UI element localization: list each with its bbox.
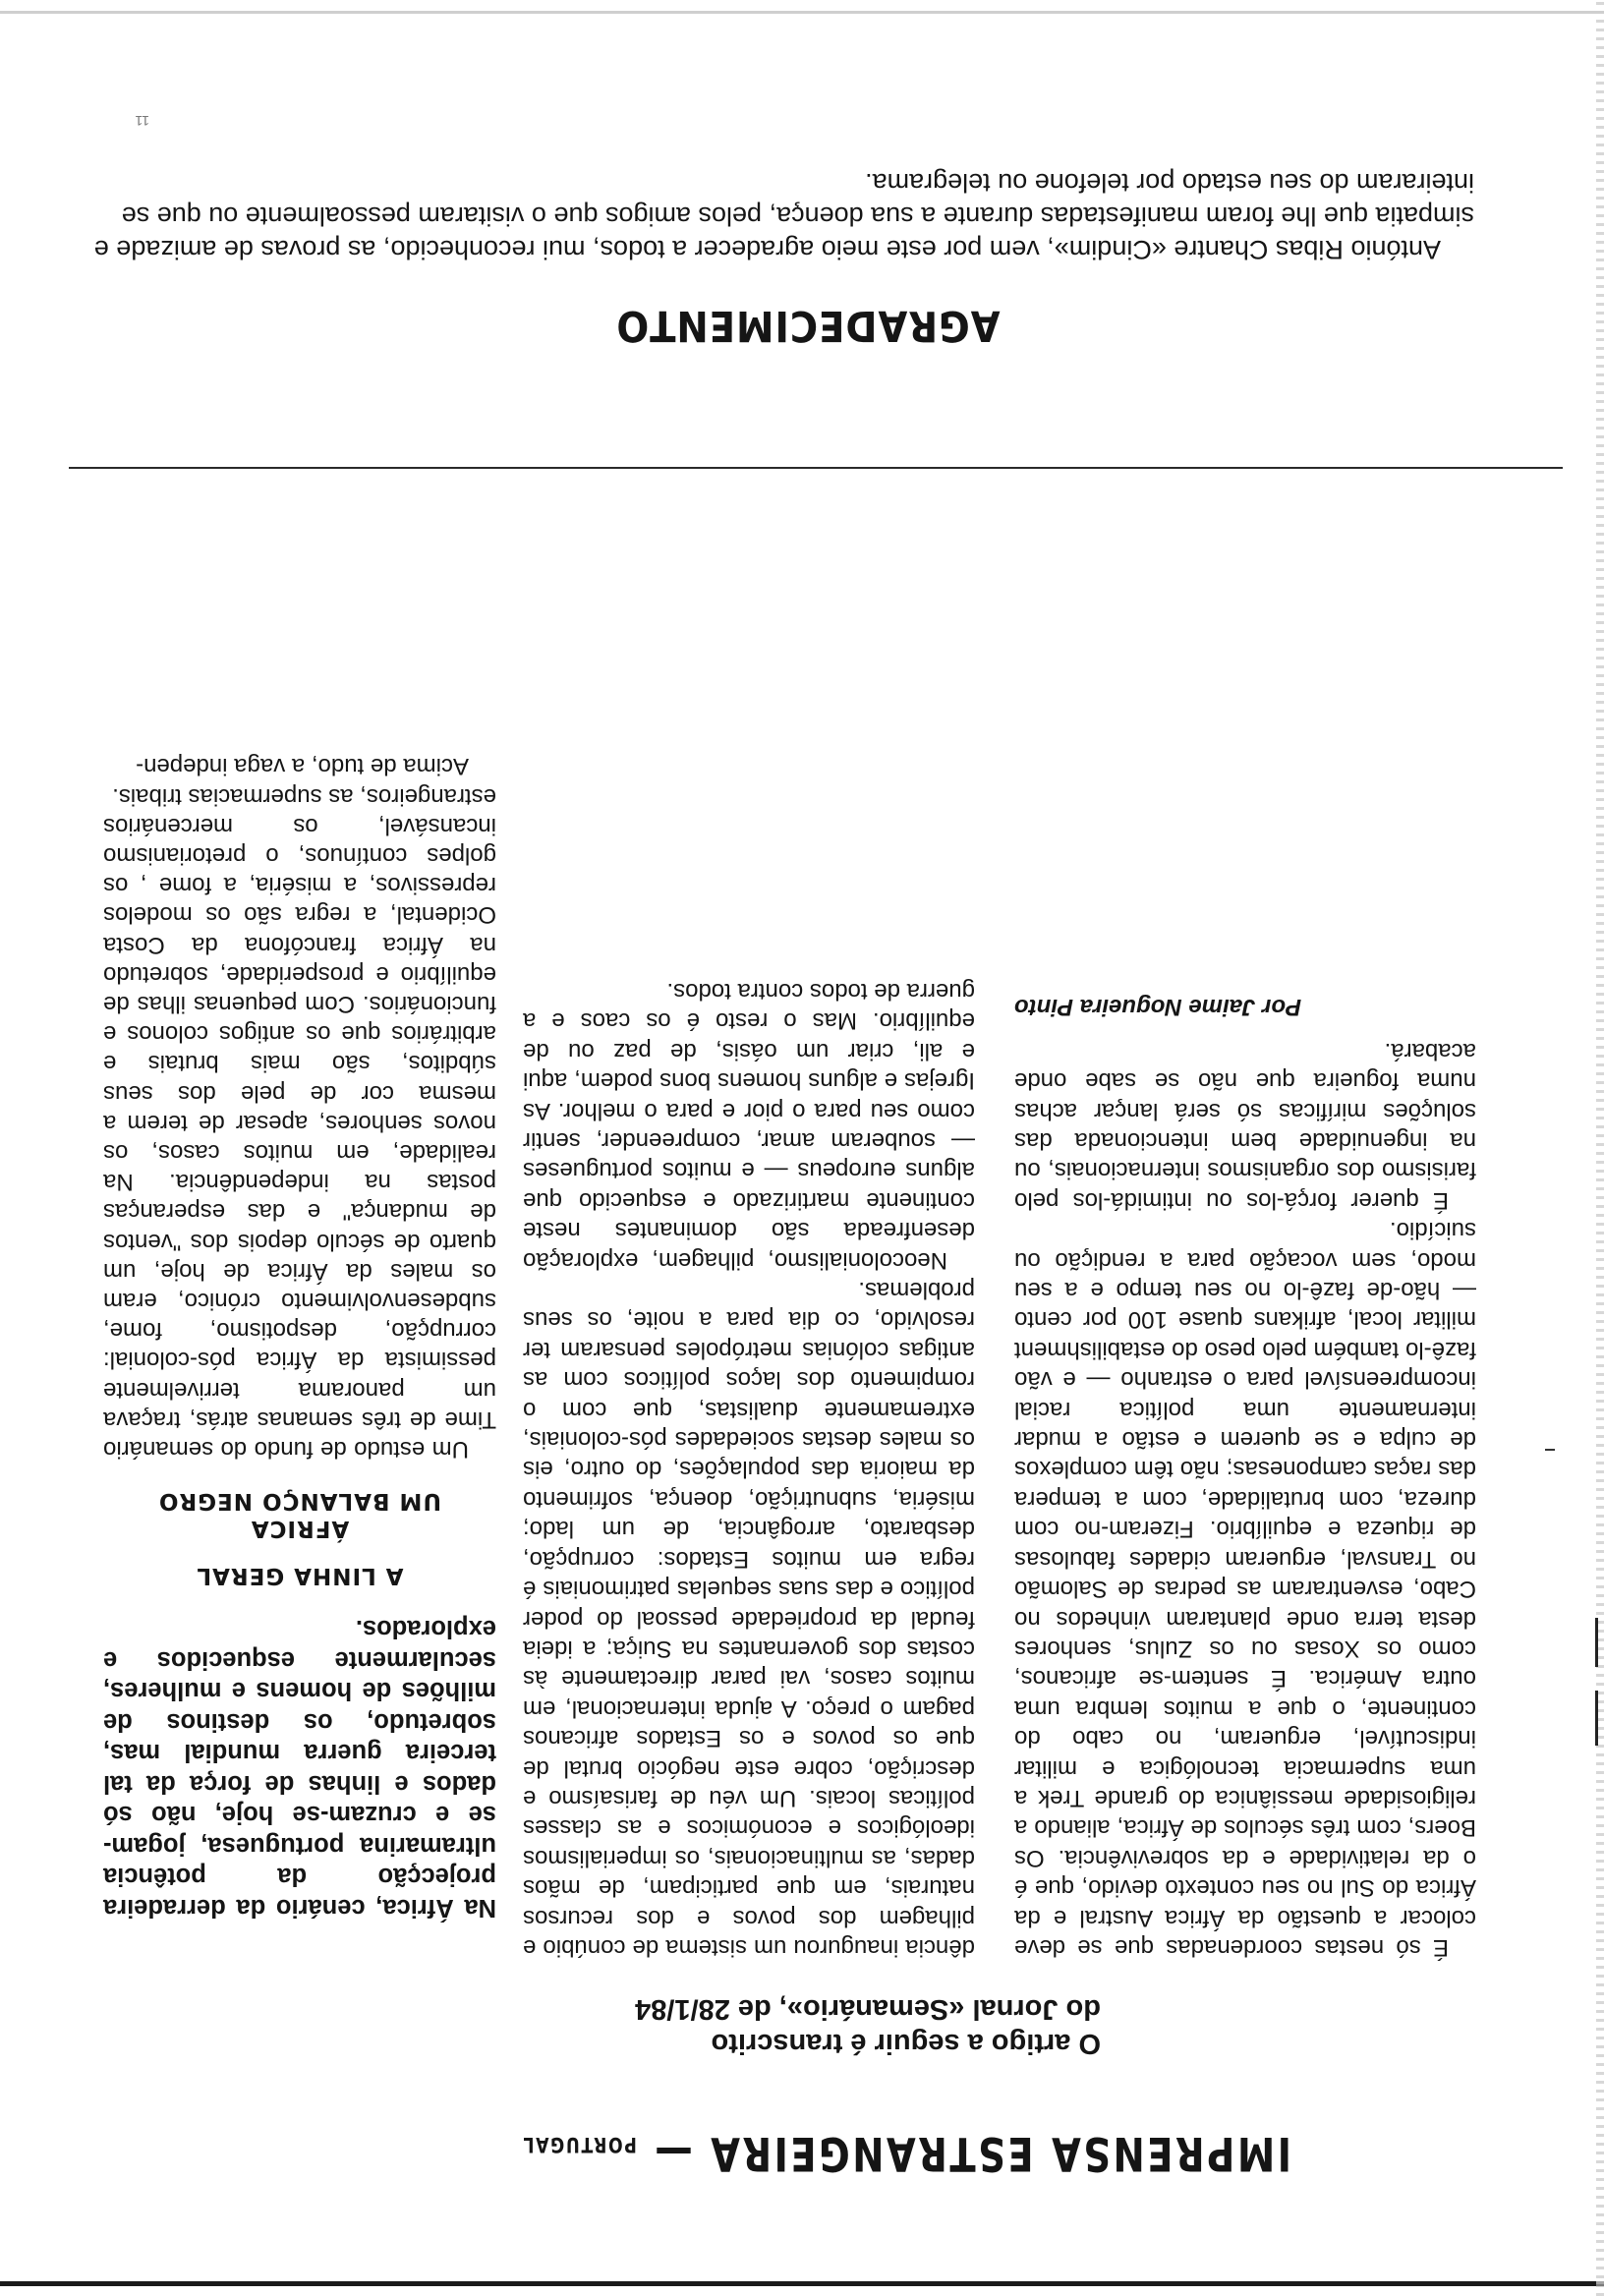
notice-title: AGRADECIMENTO xyxy=(615,301,1001,350)
margin-dash xyxy=(1545,1449,1555,1451)
article-column-1 xyxy=(103,751,496,1923)
article-column-2 xyxy=(523,976,975,1962)
article-byline: Por Jaime Nogueira Pinto xyxy=(1014,994,1302,1021)
article-section-heading xyxy=(103,1487,496,1589)
article-column-3 xyxy=(1014,992,1476,1962)
notice-body xyxy=(88,166,1474,266)
section-country: PORTUGAL xyxy=(521,2133,637,2156)
scan-edge-left xyxy=(1596,0,1604,2296)
notice-text: António Ribas Chantre «Cindim», vem por este meio agradecer a todos, mui reconhecido, as provas de amizade e simpatia que lhe foram manifestadas durante a sua doença, pelos amigos que o visitaram pessoalmente ou que se inteiraram do seu estado por telefone ou telegrama. xyxy=(93,168,1474,264)
article-paragraph: Acima de tudo, a vaga indepen- xyxy=(136,753,469,780)
article-paragraph: Um estudo de fundo do semanário Time de três semanas atrás, traçava um panorama terrivelmente pessimista da África pós-colonial: corrupção, despotismo, fome, subdesenvolvimento crónico, eram os males da África de hoje, um quarto de século depois dos "ventos de mudança" e das esperanças postas na independência. Na realidade, em muitos casos, os novos senhores, apesar de terem a mesma cor de pele dos seus súbditos, são mais brutais e arbitrários que os antigos colonos e funcionários. Com pequenas ilhas de equilíbrio e prosperidade, sobretudo na África francófona da Costa Ocidental, a regra são os modelos repressivos, a miséria, a fome , os golpes contínuos, o pretorianismo incansável, os mercenários estrangeiros, as supermacias tribais. xyxy=(103,782,496,1463)
margin-bar xyxy=(1595,1618,1598,1667)
page-mark: 11 xyxy=(135,113,149,129)
transcribed-note xyxy=(491,1991,1101,2060)
scan-edge-bottom xyxy=(0,11,1604,14)
page-title xyxy=(405,2126,1291,2180)
heading-line-2: ÁFRICA xyxy=(250,1516,350,1541)
article-paragraph: dência inaugurou um sistema de conúbio e pilhagem dos povos e dos recursos naturais, em que participam, de mãos dadas, as multinacionais, os imperialismos ideológicos e económicos e as classes políticas locais. Um véu de farisaísmo e descrição, cobre este negócio brutal de que os povos e os Estados africanos pagam o preço. A ajuda internacional, em muitos casos, vai parar directamente às costas dos governantes na Suiça; a ideia feudal da propriedade pessoal do poder político e das suas sequelas patrimoniais é regra em muitos Estados: corrupção, desbarato, arrogância, de um lado; miséria, subnutrição, doença, sofrimento da maioria das populações, do outro, eis os males destas sociedades pós-coloniais, extremamente dualistas, que com o rompimento dos laços políticos com as antigas colónias metrópoles pensaram ter resolvido, co dia para a noite, os seus problemas. xyxy=(523,1277,975,1961)
heading-line-3: UM BALANÇO NEGRO xyxy=(157,1488,442,1514)
article-paragraph: É querer forçá-los ou intimidá-los pelo farisismo dos organismos internacionais, ou na ingenuidade bem intencionada das soluções miríficas só será lançar achas numa fogueira que não se sabe onde acabará. xyxy=(1014,1037,1476,1214)
article-paragraph: É só nestas coordenadas que se deve colocar a questão da África Austral e da África do Sul no seu contexto devido, que é o da relatividade e da sobrevivência. Os Boers, com três séculos de África, aliando a religiosidade messiânica do grande Trek a uma supermacia tecnológica e militar indiscutível, ergueram, no cabo do continente, o que a muitos lembra uma outra América. É sentem-se africanos, como os Xosas ou os Zulus, senhores desta terra onde plantaram vinhedos no Cabo, esventraram as pedras de Salomão no Transval, ergueram cidades fabulosas de riqueza e equilíbrio. Fizeram-no com dureza, com brutalidade, com a tempera das raças camponesas; não têm complexos de culpa e se querem e estão a mudar internamente uma política racial incompreensível para o estranho — e vão fazê-lo também pelo peso do estabilishment militar local, afrikans quase 100 por cento — hão-de fazê-lo no seu tempo e a seu modo, sem vocação para a rendição ou suicídio. xyxy=(1014,1217,1476,1961)
heading-line-1: A LINHA GERAL xyxy=(196,1563,404,1588)
section-divider xyxy=(69,467,1563,469)
scan-edge-top xyxy=(0,2281,1604,2286)
article-paragraph: Neocolonialismo, pilhagem, exploração desenfreada são dominantes neste continente martirizado e esquecido que alguns europeus — e muitos portugueses — souberam amar, compreender, sentir como seu para o pior e para o melhor. As Igrejas e alguns homens bons podem, aqui e ali, criar um oásis, de paz ou de equilíbrio. Mas o resto é os caos e a guerra de todos contra todos. xyxy=(523,978,975,1274)
transcribed-line-2: do Jornal «Semanário», de 28/1/84 xyxy=(635,1993,1101,2025)
article-intro: Na África, cenário da derradeira projecção da potência ultramarina portuguesa, jogam-se e cruzam-se hoje, não só dados e linhas de força da tal terceira guerra mundial mas, sobretudo, os destinos de milhões de homens e mulheres, secularmente esquecidos e explorados. xyxy=(103,1615,496,1922)
section-title: IMPRENSA ESTRANGEIRA — xyxy=(652,2126,1291,2180)
transcribed-line-1: O artigo a seguir é transcrito xyxy=(711,2028,1101,2059)
margin-bar xyxy=(1595,1691,1598,1746)
